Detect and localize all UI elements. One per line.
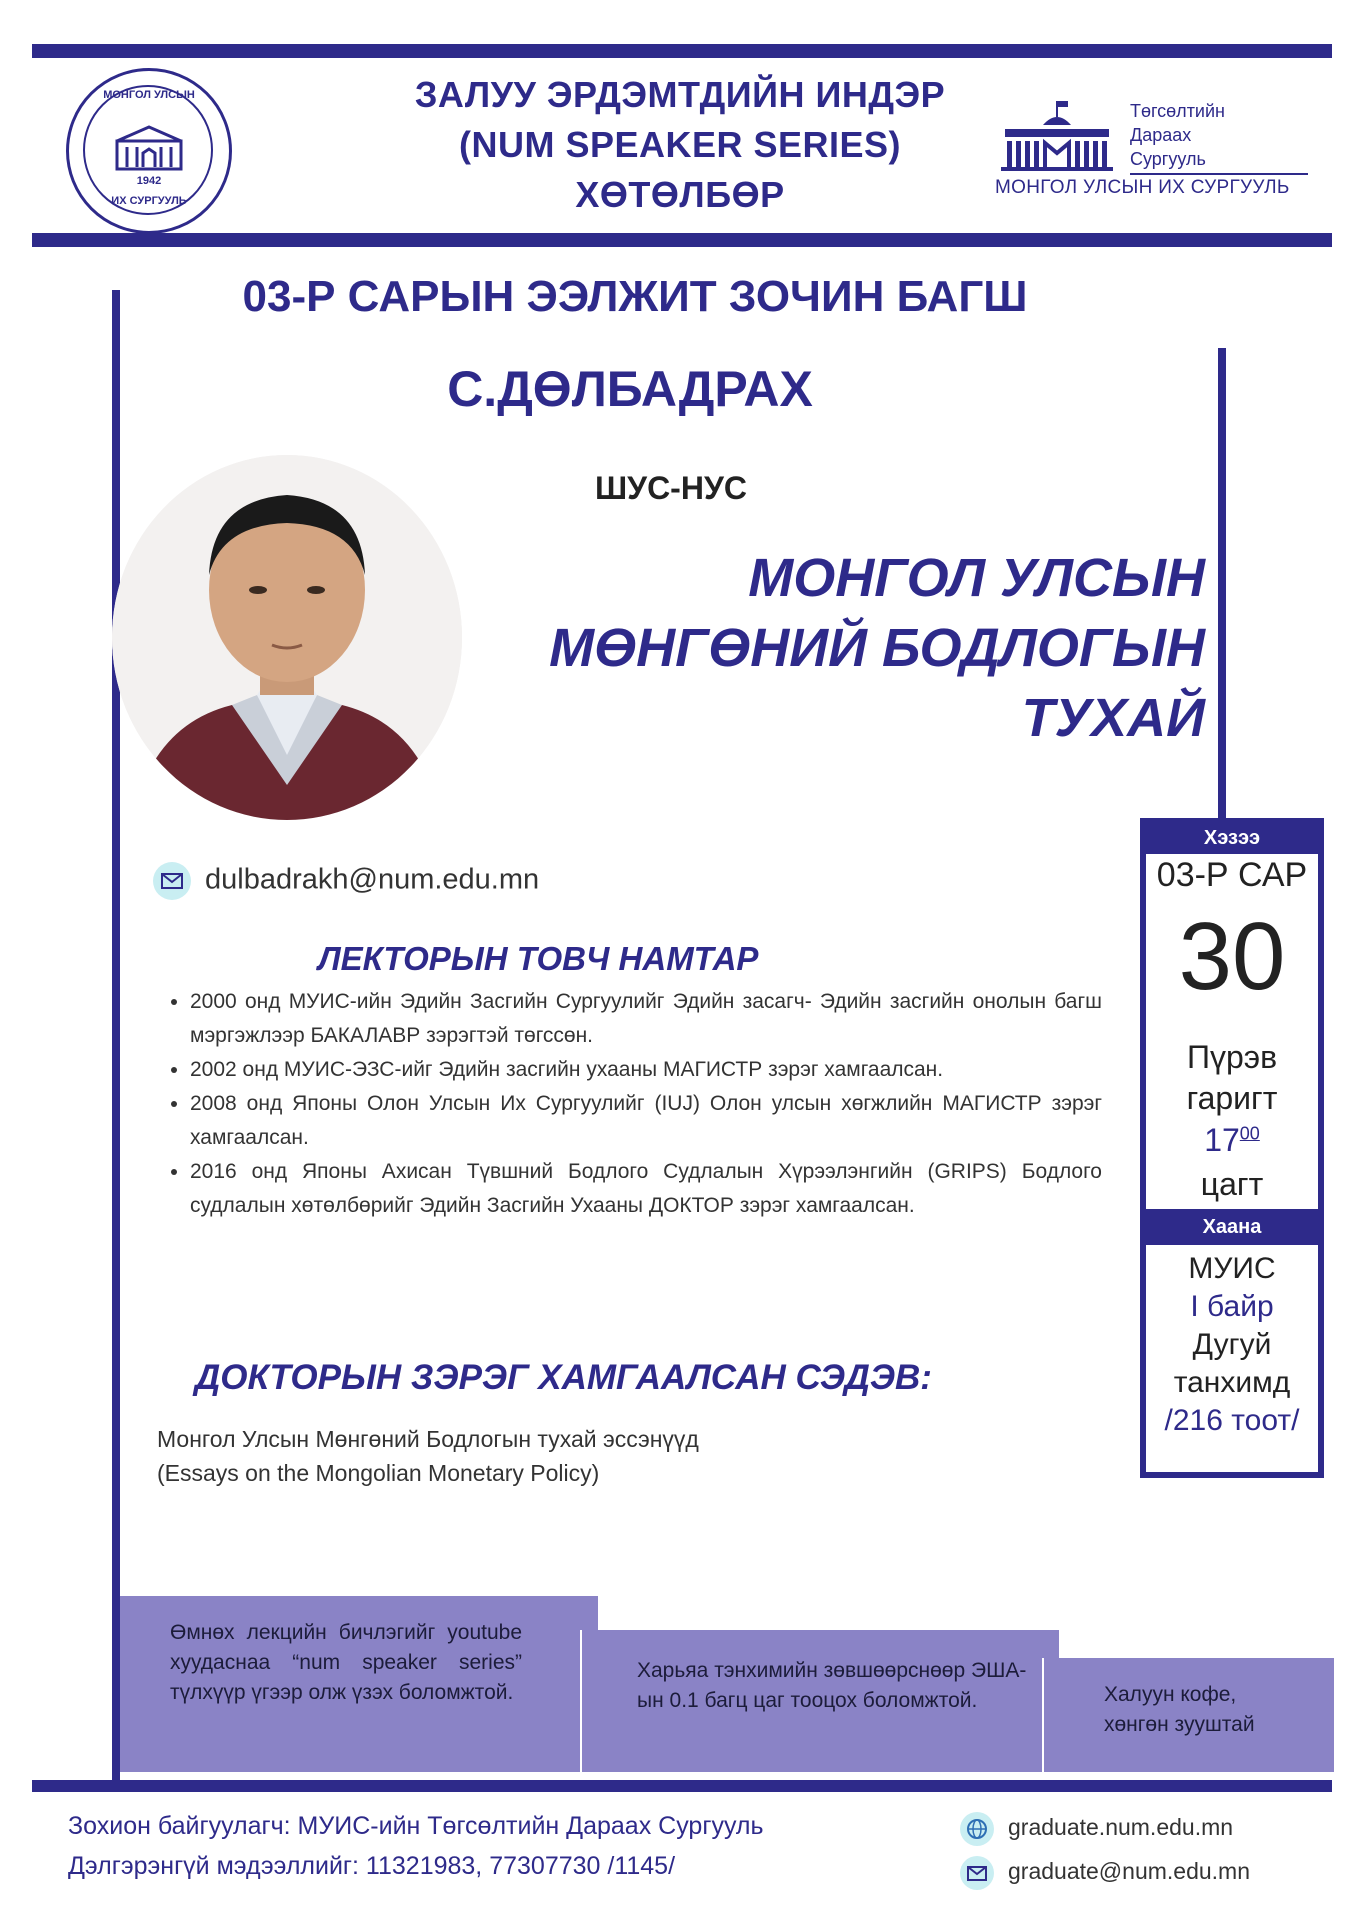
globe-icon: [960, 1812, 994, 1846]
note-credit-text: Харьяа тэнхимийн зөвшөөрснөөр ЭША-ын 0.1 багц цаг тооцох боломжтой.: [637, 1659, 1027, 1712]
place-line5: /216 тоот/: [1164, 1404, 1300, 1437]
program-title-line1: ЗАЛУУ ЭРДЭМТДИЙН ИНДЭР: [414, 74, 946, 115]
topic-line3: ТУХАЙ: [1021, 688, 1205, 748]
footer-info: Дэлгэрэнгүй мэдээллийг: 11321983, 77307730 /1145/: [68, 1852, 676, 1880]
program-title-line2: (NUM SPEAKER SERIES): [458, 124, 902, 165]
footer-top-rule: [32, 1780, 1332, 1792]
event-month: 03-Р САР: [1156, 856, 1308, 894]
grad-logo-line1: Төгсөлтийн: [1130, 101, 1225, 121]
bio-heading: ЛЕКТОРЫН ТОВЧ НАМТАР: [318, 940, 759, 977]
university-seal-logo: [66, 68, 232, 234]
speaker-photo: [112, 455, 462, 820]
note-box-coffee: [1042, 1658, 1334, 1772]
note-box-credit: [580, 1630, 1059, 1772]
right-vertical-rule: [1218, 348, 1226, 820]
event-weekday-1: Пүрэв: [1186, 1039, 1278, 1075]
university-building-icon: [995, 95, 1125, 173]
lecture-topic: [549, 543, 1205, 753]
header-bottom-rule: [32, 233, 1332, 247]
seal-year: 1942: [136, 175, 162, 187]
bio-item: • 2016 онд Японы Ахисан Түвшний Бодлого Судлалын Хүрээлэнгийн (GRIPS) Бодлого судлалын хөтөлбөрийг Эдийн Засгийн Ухааны ДОКТОР зэрэг хамгаалсан.: [190, 1155, 1102, 1223]
seal-text-bottom: ИХ СУРГУУЛЬ: [111, 195, 187, 207]
event-time: [1146, 1122, 1318, 1159]
bio-item: • 2002 онд МУИС-ЭЗС-ийг Эдийн засгийн ухааны МАГИСТР зэрэг хамгаалсан.: [190, 1053, 1102, 1087]
dissertation-line1: Монгол Улсын Мөнгөний Бодлогын тухай эссэнүүд: [157, 1426, 699, 1452]
event-minutes: 00: [1239, 1123, 1260, 1144]
speaker-name: С.ДӨЛБАДРАХ: [447, 361, 813, 417]
place-line2: I байр: [1190, 1290, 1274, 1323]
month-guest-heading: 03-Р САРЫН ЭЭЛЖИТ ЗОЧИН БАГШ: [242, 272, 1028, 321]
when-label: Хэзээ: [1146, 824, 1318, 854]
grad-logo-line2: Дараах: [1130, 125, 1192, 145]
footer-organizer: Зохион байгуулагч: МУИС-ийн Төгсөлтийн Дараах Сургууль: [68, 1812, 764, 1840]
event-weekday-2: гаригт: [1186, 1080, 1278, 1116]
left-vertical-rule: [112, 290, 120, 1780]
grad-logo-caption: МОНГОЛ УЛСЫН ИХ СУРГУУЛЬ: [995, 177, 1290, 198]
footer-website-row: [960, 1812, 1233, 1846]
bio-list: [148, 985, 1102, 1223]
footer-website[interactable]: graduate.num.edu.mn: [1008, 1814, 1234, 1841]
note-recordings-text: Өмнөх лекцийн бичлэгийг youtube хуудаснаа “num speaker series” түлхүүр үгээр олж үзэх боломжтой.: [170, 1621, 522, 1704]
mail-icon: [960, 1856, 994, 1890]
place-line3: Дугуй: [1192, 1328, 1272, 1361]
grad-logo-line3: Сургууль: [1130, 149, 1206, 169]
speaker-email[interactable]: dulbadrakh@num.edu.mn: [205, 863, 540, 896]
speaker-email-row: [153, 862, 539, 900]
program-title: [290, 70, 1070, 220]
dissertation-title: [157, 1422, 699, 1490]
topic-line2: МӨНГӨНИЙ БОДЛОГЫН: [549, 618, 1205, 678]
footer-email[interactable]: graduate@num.edu.mn: [1008, 1858, 1250, 1885]
footer-email-row: [960, 1856, 1250, 1890]
event-details-box: [1140, 818, 1324, 1478]
event-hour: 17: [1204, 1122, 1240, 1158]
building-icon: [109, 123, 189, 173]
program-title-line3: ХӨТӨЛБӨР: [575, 174, 785, 215]
seal-text-top: МОНГОЛ УЛСЫН: [103, 89, 195, 101]
mail-icon: [153, 862, 191, 900]
note-box-recordings: [120, 1596, 598, 1772]
grad-logo-rule: [1130, 173, 1308, 175]
event-time-word: цагт: [1200, 1166, 1264, 1202]
top-rule: [32, 44, 1332, 58]
note-coffee-text: Халуун кофе, хөнгөн зууштай: [1104, 1683, 1255, 1736]
topic-line1: МОНГОЛ УЛСЫН: [748, 548, 1205, 608]
graduate-school-logo: [990, 95, 1310, 210]
dissertation-heading: ДОКТОРЫН ЗЭРЭГ ХАМГААЛСАН СЭДЭВ:: [195, 1358, 932, 1397]
bio-item: • 2008 онд Японы Олон Улсын Их Сургуулийг (IUJ) Олон улсын хөгжлийн МАГИСТР зэрэг хамгаалсан.: [190, 1087, 1102, 1155]
event-day: 30: [1178, 903, 1286, 1010]
speaker-affiliation: ШУС-НУС: [595, 470, 747, 506]
where-label: Хаана: [1146, 1209, 1318, 1245]
place-line1: МУИС: [1188, 1252, 1276, 1285]
place-line4: танхимд: [1173, 1366, 1291, 1399]
dissertation-line2: (Essays on the Mongolian Monetary Policy): [157, 1460, 600, 1486]
bio-item: • 2000 онд МУИС-ийн Эдийн Засгийн Сургуулийг Эдийн засагч- Эдийн засгийн онолын багш мэргэжлээр БАКАЛАВР зэрэгтэй төгссөн.: [190, 985, 1102, 1053]
